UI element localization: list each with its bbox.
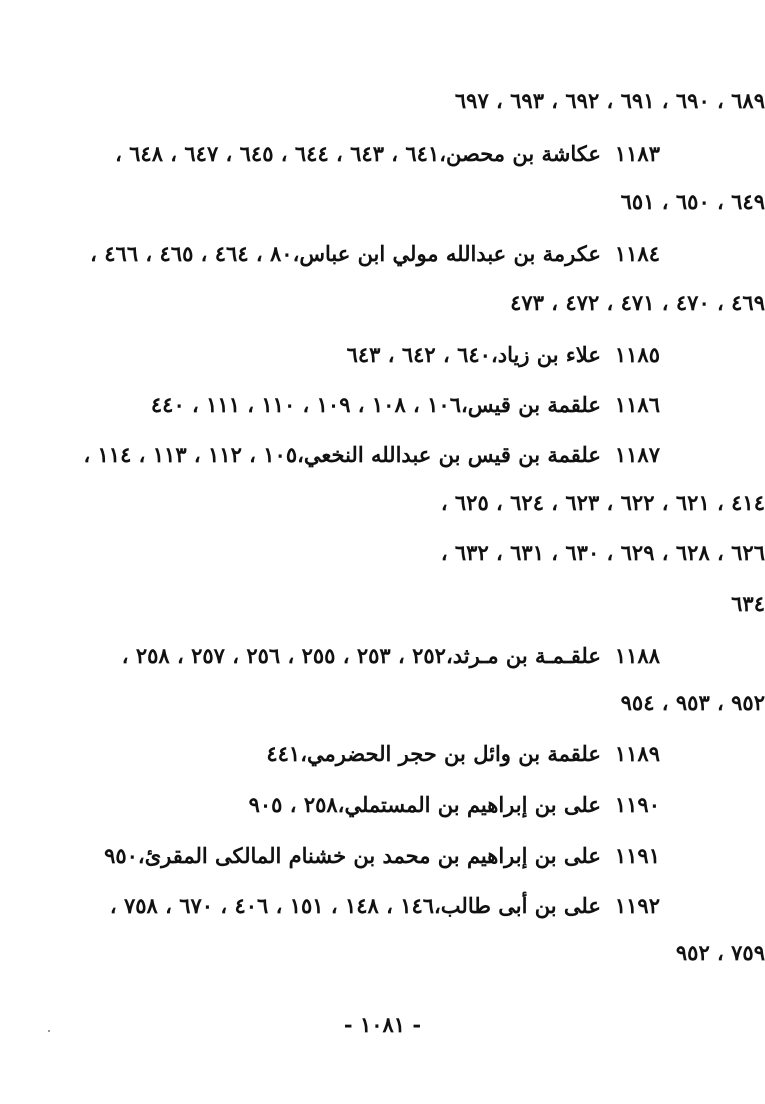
index-line-continuation: [329, 589, 765, 619]
line-text: ٦٤٩ ، ٦٥٠ ، ٦٥١: [620, 189, 765, 214]
entry-text: علقمة بن قيس،١٠٦ ، ١٠٨ ، ١٠٩ ، ١١٠ ، ١١١ ، ٤٤٠: [150, 392, 601, 417]
entry-text: عكاشة بن محصن،٦٤١ ، ٦٤٣ ، ٦٤٤ ، ٦٤٥ ، ٦٤٧ ، ٦٤٨ ،: [115, 141, 601, 166]
entry-text: علقمة بن قيس بن عبدالله النخعي،١٠٥ ، ١١٢ ، ١١٣ ، ١١٤ ،: [83, 442, 601, 467]
entry-text: على بن إبراهيم بن محمد بن خشنام المالكى المقرئ،٩٥٠: [104, 843, 601, 868]
entry-number: ١١٩٢: [614, 893, 660, 918]
line-text: ٦٨٩ ، ٦٩٠ ، ٦٩١ ، ٦٩٢ ، ٦٩٣ ، ٦٩٧: [454, 88, 765, 113]
index-entry-1184: [90, 239, 660, 269]
page-number: - ١٠٨١ -: [343, 1012, 422, 1037]
index-entry-1183: [115, 139, 660, 169]
index-line-continuation: [329, 288, 765, 318]
index-entry-1192: [110, 891, 660, 921]
entry-number: ١١٨٤: [614, 241, 660, 266]
index-line-continuation: [329, 688, 765, 718]
line-text: ٦٣٤: [731, 591, 765, 616]
entry-number: ١١٨٧: [614, 442, 660, 467]
index-line-continuation: [329, 187, 765, 217]
index-entry-1188: [122, 641, 660, 671]
index-entry-1190: [249, 790, 660, 820]
index-line-continuation: [333, 938, 765, 968]
index-line-continuation: [329, 488, 765, 518]
entry-number: ١١٨٣: [614, 141, 660, 166]
line-text: ٧٥٩ ، ٩٥٢: [675, 940, 765, 965]
index-entry-1189: [266, 739, 660, 769]
index-line-continuation: [325, 86, 765, 116]
entry-number: ١١٨٨: [614, 643, 660, 668]
index-entry-1185: [347, 340, 660, 370]
index-entry-1186: [151, 390, 660, 420]
entry-text: على بن إبراهيم بن المستملي،٢٥٨ ، ٩٠٥: [248, 792, 601, 817]
entry-number: ١١٨٦: [614, 392, 660, 417]
entry-number: ١١٩١: [614, 843, 660, 868]
entry-text: عكرمة بن عبدالله مولي ابن عباس،٨٠ ، ٤٦٤ ، ٤٦٥ ، ٤٦٦ ،: [90, 241, 601, 266]
index-entry-1187: [83, 440, 660, 470]
entry-number: ١١٨٩: [614, 741, 660, 766]
line-text: ٤١٤ ، ٦٢١ ، ٦٢٢ ، ٦٢٣ ، ٦٢٤ ، ٦٢٥ ،: [440, 490, 765, 515]
entry-number: ١١٨٥: [614, 342, 660, 367]
entry-text: علقمة بن وائل بن حجر الحضرمي،٤٤١: [266, 741, 601, 766]
index-entry-1191: [104, 841, 660, 871]
index-line-continuation: [329, 538, 765, 568]
line-text: ٩٥٢ ، ٩٥٣ ، ٩٥٤: [620, 690, 765, 715]
line-text: ٤٦٩ ، ٤٧٠ ، ٤٧١ ، ٤٧٢ ، ٤٧٣: [510, 290, 765, 315]
line-text: ٦٢٦ ، ٦٢٨ ، ٦٢٩ ، ٦٣٠ ، ٦٣١ ، ٦٣٢ ،: [440, 540, 765, 565]
entry-number: ١١٩٠: [614, 792, 660, 817]
entry-text: علقـمـة بن مـرثد،٢٥٢ ، ٢٥٣ ، ٢٥٥ ، ٢٥٦ ، ٢٥٧ ، ٢٥٨ ،: [121, 643, 601, 668]
entry-text: علاء بن زياد،٦٤٠ ، ٦٤٢ ، ٦٤٣: [346, 342, 601, 367]
entry-text: على بن أبى طالب،١٤٦ ، ١٤٨ ، ١٥١ ، ٤٠٦ ، ٦٧٠ ، ٧٥٨ ،: [109, 893, 601, 918]
scan-speck: [48, 1030, 50, 1032]
